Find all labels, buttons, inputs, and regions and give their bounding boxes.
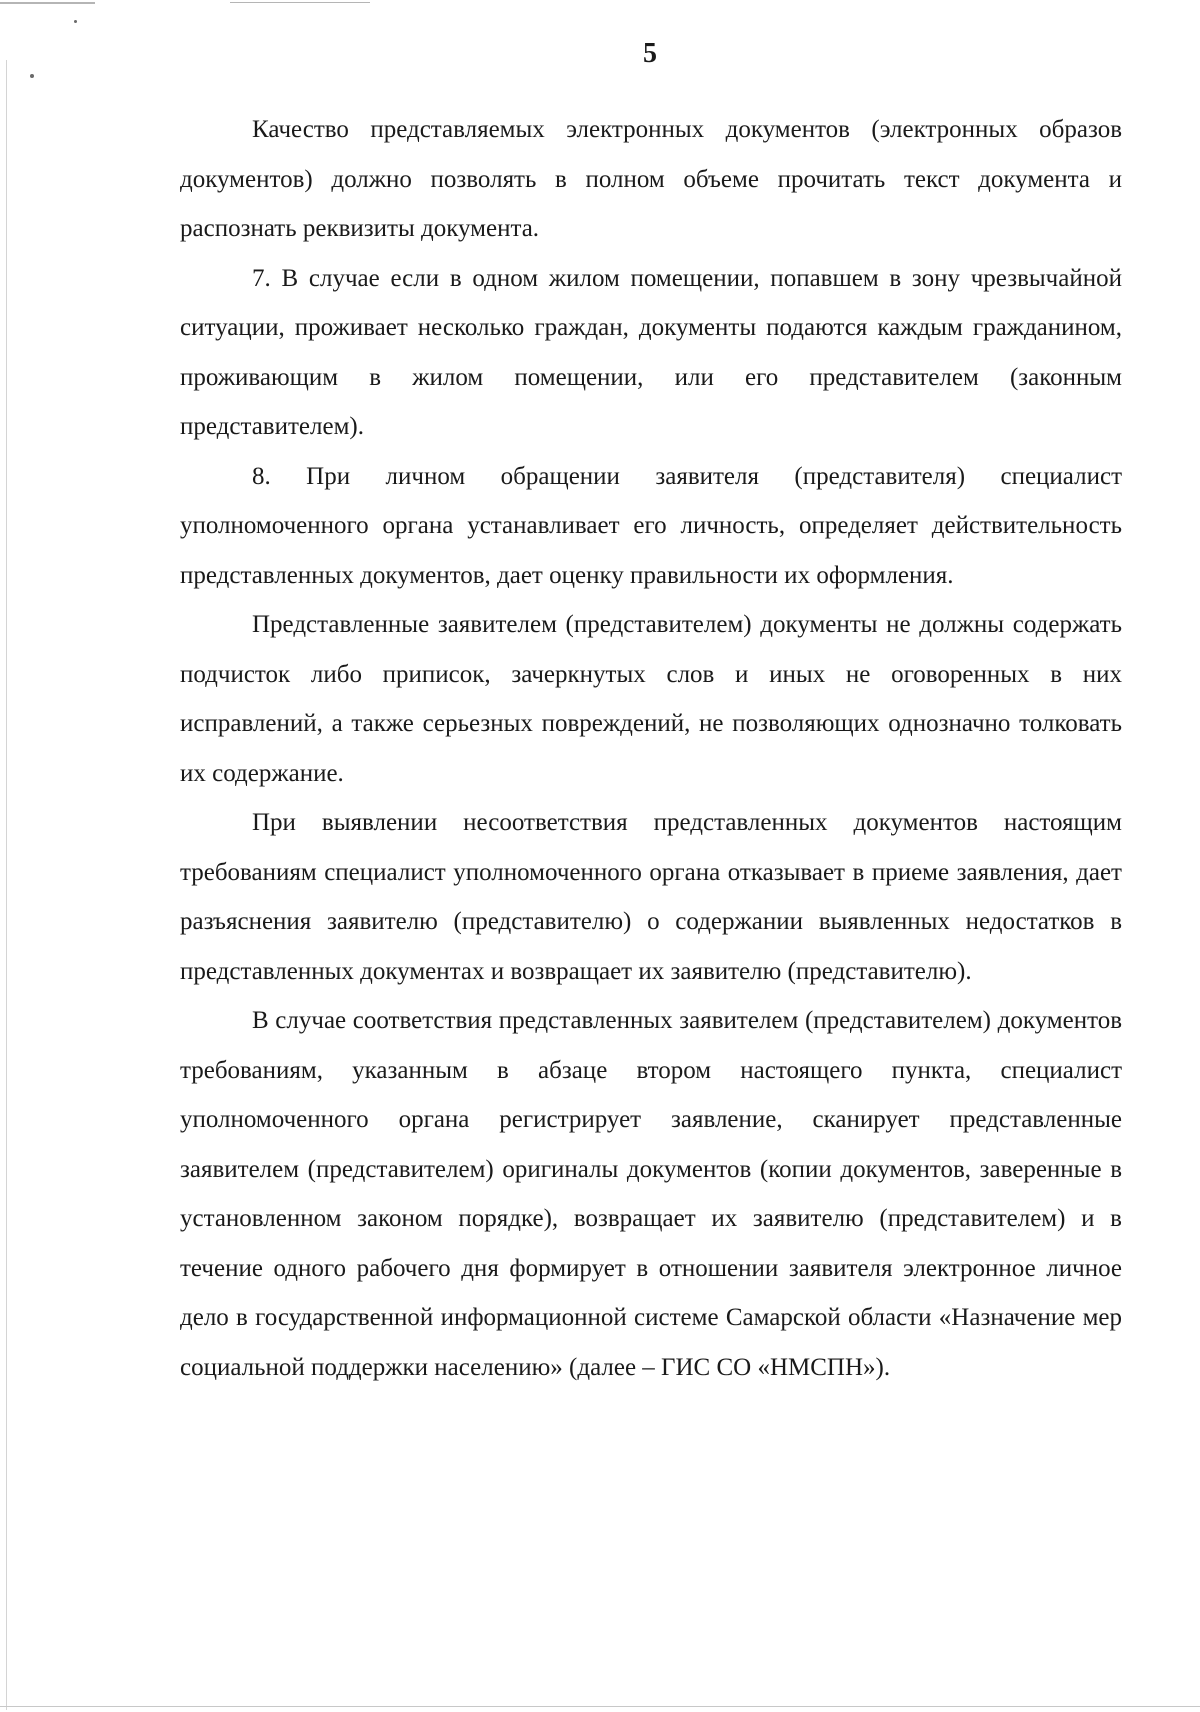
paragraph-document-quality: Качество представляемых электронных документов (электронных образов документов) должно позволять в полном объеме прочитать текст документа и распознать реквизиты документа.: [180, 116, 1122, 242]
scan-artifact-top-left: [0, 2, 95, 4]
document-body: [180, 105, 1122, 1392]
paragraph-item-8: 8. При личном обращении заявителя (представителя) специалист уполномоченного органа устанавливает его личность, определяет действительность представленных документов, дает оценку правильности их оформления.: [180, 462, 1122, 589]
paragraph-document-requirements: Представленные заявителем (представителем) документы не должны содержать подчисток либо приписок, зачеркнутых слов и иных не оговоренных в них исправлений, а также серьезных повреждений, не позволяющих однозначно толковать их содержание.: [180, 611, 1122, 787]
scan-artifact-dot-1: [74, 20, 77, 23]
page-number: 5: [643, 38, 657, 69]
scan-artifact-left-edge: [6, 60, 7, 1710]
scan-artifact-top-center: [230, 2, 370, 3]
paragraph-item-7: 7. В случае если в одном жилом помещении, попавшем в зону чрезвычайной ситуации, проживает несколько граждан, документы подаются каждым гражданином, проживающим в жилом помещении, или его представителем (законным представителем).: [180, 264, 1122, 440]
scan-artifact-bottom: [0, 1706, 1200, 1707]
scan-artifact-dot-2: [30, 74, 34, 78]
paragraph-nonconformity: При выявлении несоответствия представленных документов настоящим требованиям специалист уполномоченного органа отказывает в приеме заявления, дает разъяснения заявителю (представителю) о содержании выявленных недостатков в представленных документах и возвращает их заявителю (представителю).: [180, 809, 1122, 985]
paragraph-conformity: В случае соответствия представленных заявителем (представителем) документов требованиям, указанным в абзаце втором настоящего пункта, специалист уполномоченного органа регистрирует заявление, сканирует представленные заявителем (представителем) оригиналы документов (копии документов, заверенные в установленном законом порядке), возвращает их заявителю (представителем) и в течение одного рабочего дня формирует в отношении заявителя электронное личное дело в государственной информационной системе Самарской области «Назначение мер социальной поддержки населению» (далее – ГИС СО «НМСПН»).: [180, 1007, 1122, 1381]
